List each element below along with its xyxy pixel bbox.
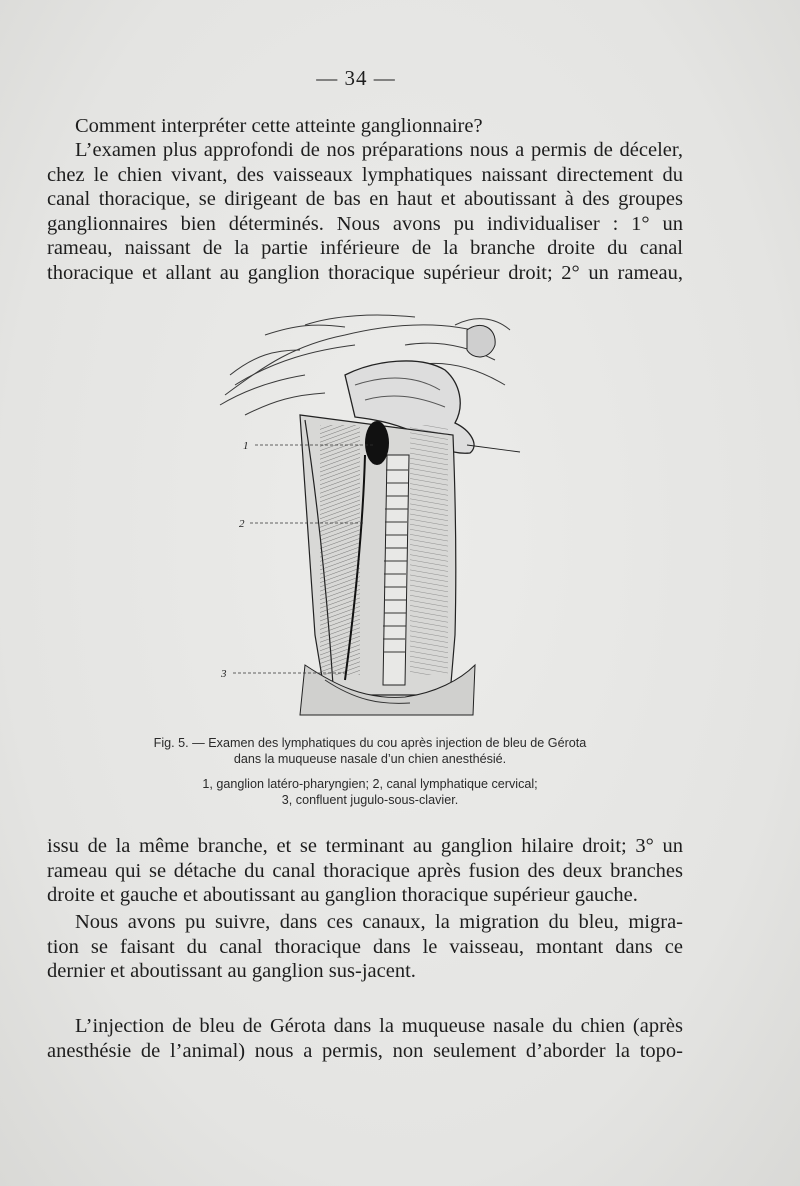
legend-line: 1, ganglion latéro-pharyngien; 2, canal lymphatique cervical; [202,777,538,791]
text-line: Comment interpréter cette atteinte ganglionnaire? [75,115,483,137]
figure-label-2: 2 [239,518,245,530]
figure-legend [70,777,670,808]
text-line: canal thoracique, se dirigeant de bas en haut et aboutissant à des groupes [47,188,683,210]
paragraph-injection [47,1014,683,1063]
text-line: dernier et aboutissant au ganglion sus-jacent. [47,960,416,982]
text-line: Nous avons pu suivre, dans ces canaux, la migration du bleu, migra- [75,911,683,933]
caption-line: dans la muqueuse nasale d’un chien anesthésié. [233,751,507,766]
text-line: thoracique et allant au ganglion thoracique supérieur droit; 2° un rameau, [47,261,683,284]
anatomical-illustration [205,305,530,725]
figure-caption [70,736,670,767]
text-line: L’injection de bleu de Gérota dans la muqueuse nasale du chien (après [75,1015,683,1037]
text-line: chez le chien vivant, des vaisseaux lymphatiques naissant directement du [47,163,683,186]
text-line: droite et gauche et aboutissant au ganglion thoracique supérieur gauche. [47,884,638,906]
text-line: rameau qui se détache du canal thoracique après fusion des deux branches [47,859,683,882]
paragraph-examen [47,138,683,285]
dog-neck-dissection-drawing [205,305,530,725]
text-line: ganglionnaires bien déterminés. Nous avons pu individualiser : 1° un [47,212,683,235]
text-line: anesthésie de l’animal) nous a permis, non seulement d’aborder la topo- [47,1039,683,1062]
text-line: L’examen plus approfondi de nos préparations nous a permis de déceler, [75,139,683,161]
text-line: rameau, naissant de la partie inférieure de la branche droite du canal [47,237,683,259]
page-number: — 34 — [316,66,396,90]
legend-line: 3, confluent jugulo-sous-clavier. [281,792,459,807]
text-line: issu de la même branche, et se terminant au ganglion hilaire droit; 3° un [47,835,683,857]
figure-label-1: 1 [243,440,249,452]
text-line: tion se faisant du canal thoracique dans le vaisseau, montant dans ce [47,935,683,958]
caption-line: Fig. 5. — Examen des lymphatiques du cou après injection de bleu de Gérota [153,736,587,750]
paragraph-question [47,114,683,139]
paragraph-continuation [47,834,683,908]
figure-label-3: 3 [221,668,227,680]
paragraph-migration [47,910,683,984]
